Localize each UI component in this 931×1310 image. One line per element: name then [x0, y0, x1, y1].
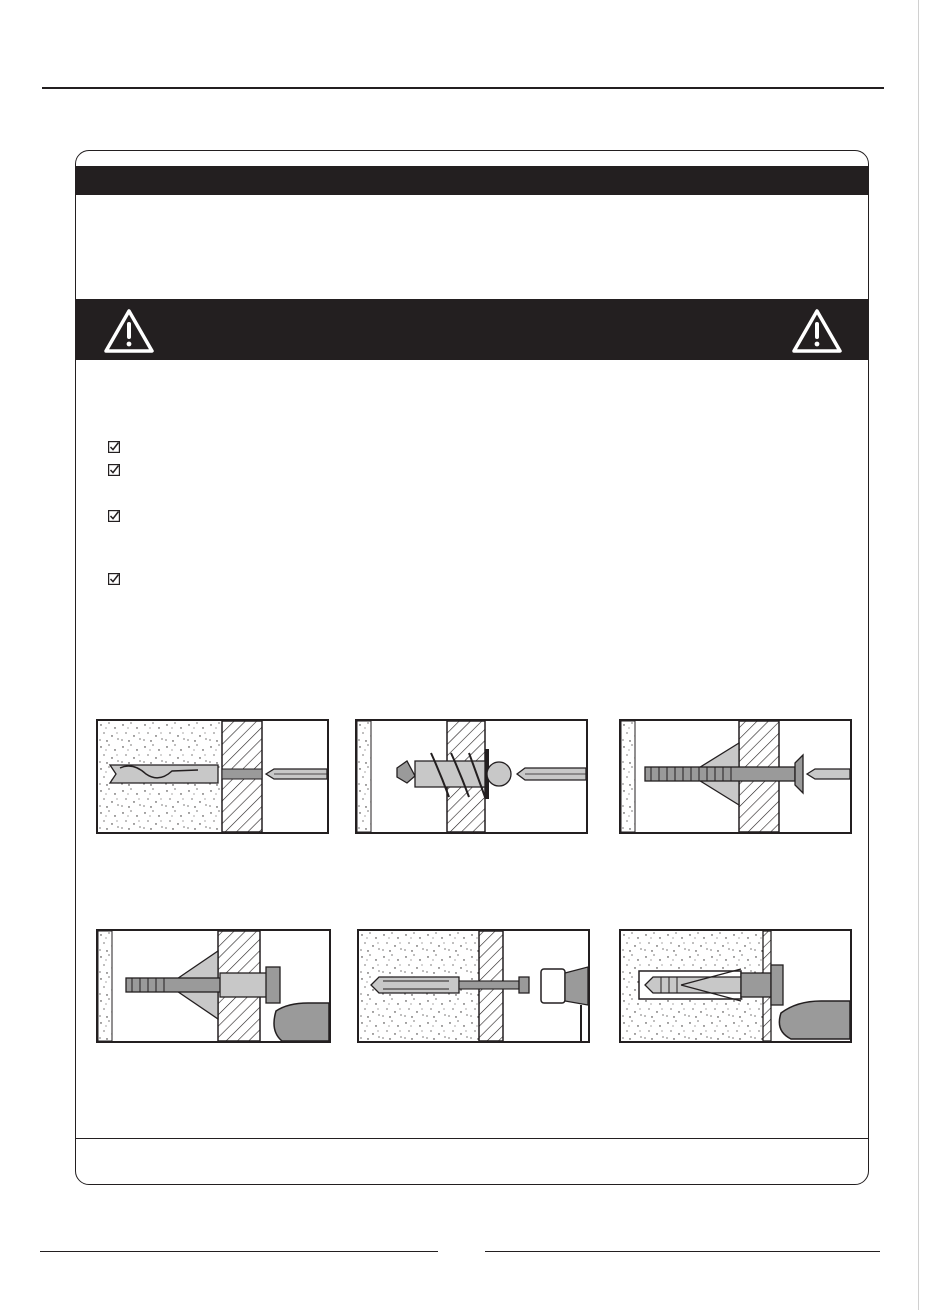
- figure-hammer-fixing: [357, 929, 590, 1043]
- checkbox-checked-icon: [108, 464, 120, 476]
- warning-triangle-icon: [790, 307, 844, 355]
- screwdriver-icon: [807, 769, 850, 779]
- checkbox-checked-icon: [108, 510, 120, 522]
- checkbox-checked-icon: [108, 441, 120, 453]
- figure-expansion-bolt: [619, 929, 852, 1043]
- warning-triangle-icon: [102, 307, 156, 355]
- wrench-icon: [779, 1001, 850, 1039]
- warning-bar: [76, 299, 868, 360]
- bottom-rule-right: [485, 1251, 880, 1252]
- figure-spring-toggle: [619, 719, 852, 834]
- section-header-bar: [76, 166, 868, 195]
- figure-plasterboard-anchor: [355, 719, 588, 834]
- bottom-rule-left: [40, 1251, 438, 1252]
- page-edge-line: [918, 0, 919, 1310]
- wrench-icon: [274, 1003, 329, 1041]
- top-rule: [42, 87, 884, 89]
- footer-rule: [76, 1138, 868, 1139]
- hammer-icon: [541, 969, 565, 1003]
- figure-cavity-anchor-bolt: [96, 929, 331, 1043]
- checkbox-checked-icon: [108, 573, 120, 585]
- figure-hollow-wall-plug: [96, 719, 329, 834]
